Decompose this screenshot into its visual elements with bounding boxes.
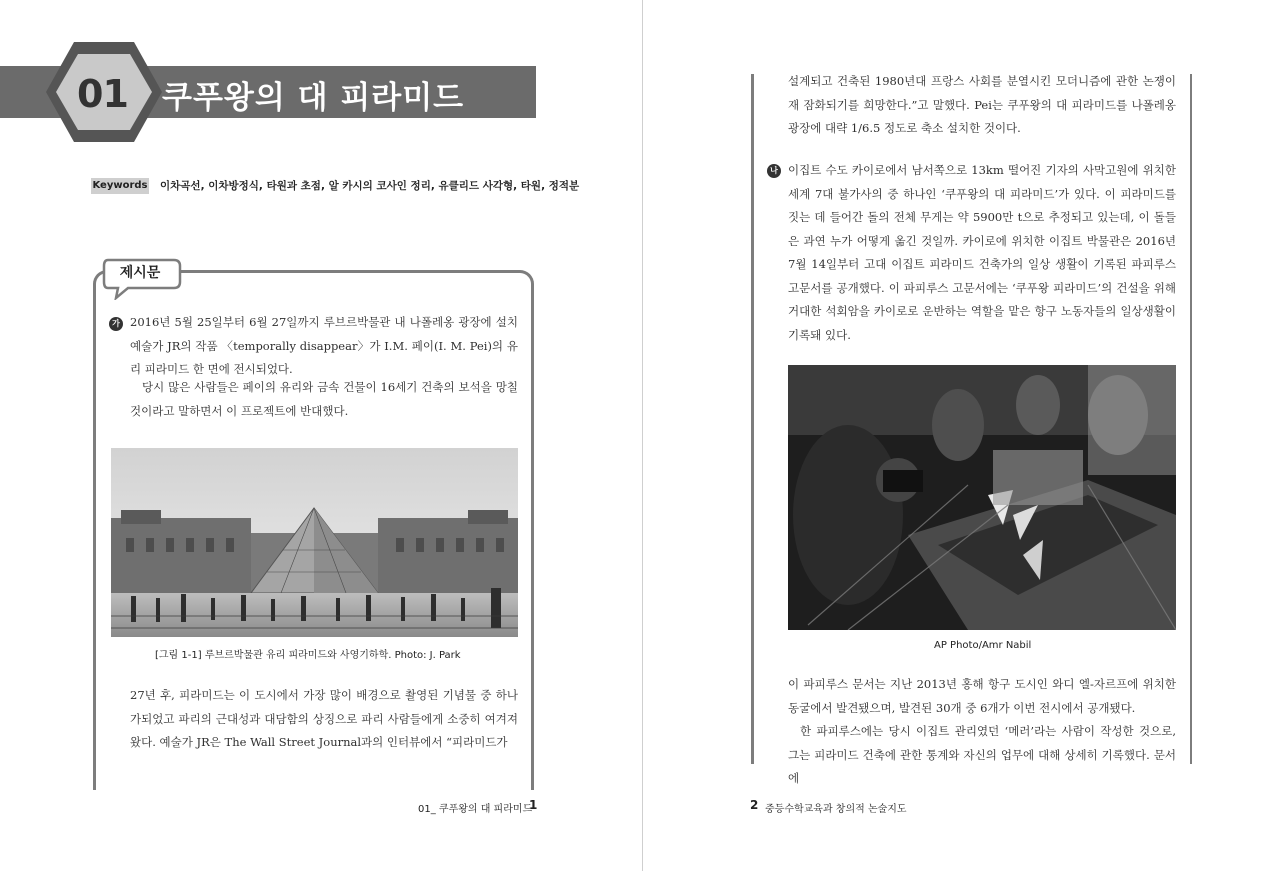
paragraph-bottom-1: 이 파피루스 문서는 지난 2013년 홍해 항구 도시인 와디 엘-자르프에 위치한 동굴에서 발견됐으며, 발견된 30개 중 6개가 이번 전시에서 공개됐다. — [788, 677, 1176, 715]
paragraph-bottom-2: 한 파피루스에는 당시 이집트 관리였던 ‘메러’라는 사람이 작성한 것으로, 그는 피라미드 건축에 관한 통계와 자신의 업무에 대해 상세히 기록했다. 문서에 — [788, 724, 1176, 785]
chapter-number: 01 — [77, 72, 128, 116]
left-page-number-value: 1 — [529, 798, 538, 812]
paragraph-continued: 설계되고 건축된 1980년대 프랑스 사회를 분열시킨 모더니즘에 관한 논쟁이 재 잠화되기를 희망한다.”고 말했다. Pei는 쿠푸왕의 대 피라미드를 나폴레옹 광장에 대략 1/6.5 정도로 축소 설치한 것이다. — [788, 74, 1176, 135]
papyrus-exhibition-photo — [788, 365, 1176, 630]
right-page-number — [750, 798, 758, 812]
right-footer-text: 중등수학교육과 창의적 논술지도 — [765, 804, 907, 815]
right-page-left-rule — [751, 74, 754, 764]
paragraph-after-figure: 27년 후, 피라미드는 이 도시에서 가장 많이 배경으로 촬영된 기념물 중 하나가되었고 파리의 근대성과 대담함의 상징으로 파리 사람들에게 소중히 여겨져 왔다. 예술가 JR은 The Wall Street Journal과의 인터뷰에서 “피라미드가 — [130, 688, 518, 749]
right-page-right-rule — [1190, 74, 1192, 764]
box-tag-label: 제시문 — [119, 265, 161, 281]
left-footer-text: 01_ 쿠푸왕의 대 피라미드 — [418, 804, 533, 815]
marker-ga-icon: 가 — [109, 317, 123, 331]
keywords-label: Keywords — [91, 178, 149, 194]
keywords-list: 이차곡선, 이차방정식, 타원과 초점, 알 카시의 코사인 정리, 유클리드 사각형, 타원, 정적분 — [160, 180, 580, 192]
figure-caption: [그림 1-1] 루브르박물관 유리 피라미드와 사영기하학. Photo: J. Park — [155, 650, 461, 661]
paragraph-na: 이집트 수도 카이로에서 남서쪽으로 13km 떨어진 기자의 사막고원에 위치한 세계 7대 불가사의 중 하나인 ‘쿠푸왕의 대 피라미드’가 있다. 이 피라미드를 짓는 데 들어간 돌의 전체 무게는 약 5900만 t으로 추정되고 있는데, 이 돌들은 과연 누가 어떻게 옮긴 것일까. 카이로에 위치한 이집트 박물관은 2016년 7월 14일부터 고대 이집트 피라미드 건축가의 일상 생활이 기록된 파피루스 고문서를 공개했다. 이 파피루스 고문서에는 ‘쿠푸왕 피라미드’의 건설을 위해 거대한 석회암을 카이로로 운반하는 역할을 맡은 항구 노동자들의 일상생활이 기록돼 있다. — [788, 163, 1176, 342]
paragraph-ga-2: 당시 많은 사람들은 페이의 유리와 금속 건물이 16세기 건축의 보석을 망칠 것이라고 말하면서 이 프로젝트에 반대했다. — [130, 380, 518, 418]
paragraph-ga-1: 2016년 5월 25일부터 6월 27일까지 루브르박물관 내 나폴레옹 광장에 설치예술가 JR의 작품 〈temporally disappear〉가 I.M. 페이(I. M. Pei)의 유리 피라미드 한 면에 전시되었다. — [130, 315, 518, 376]
right-page-number-value: 2 — [750, 798, 759, 812]
photo-credit: AP Photo/Amr Nabil — [934, 640, 1032, 651]
louvre-pyramid-photo — [111, 448, 518, 637]
marker-na-icon: 나 — [767, 164, 781, 178]
chapter-title: 쿠푸왕의 대 피라미드 — [162, 80, 465, 116]
left-page-number — [529, 798, 537, 812]
